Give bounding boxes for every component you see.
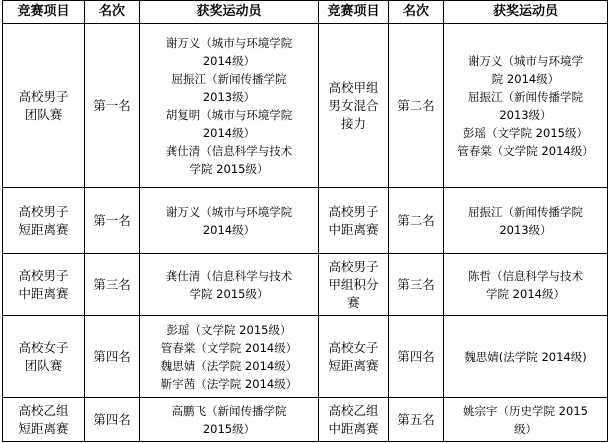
event-cell	[319, 316, 389, 398]
athlete-line: 龚仕清（信息科学与技术	[165, 268, 293, 283]
header-athletes: 获奖运动员	[444, 1, 608, 24]
awards-table	[2, 0, 608, 442]
rank-cell: 第四名	[85, 398, 140, 442]
athletes-cell	[444, 316, 608, 398]
athlete-line: 屈振江（新闻传播学院	[171, 71, 287, 86]
event-cell	[319, 398, 389, 442]
event-name-line: 高校男子	[328, 258, 379, 274]
rank-cell: 第二名	[389, 24, 444, 188]
athlete-line: 2013级）	[499, 107, 552, 122]
event-name-line: 短距离赛	[18, 221, 69, 237]
athlete-line: 魏思婧（法学院 2014级）	[160, 358, 298, 373]
header-rank: 名次	[389, 1, 444, 24]
athlete-line: 谢万义（城市与环境学院	[165, 35, 293, 50]
event-cell	[3, 254, 85, 316]
athlete-line: 2013级）	[202, 89, 256, 104]
event-name-line: 接力	[340, 115, 366, 131]
rank-cell: 第一名	[85, 188, 140, 254]
rank-cell: 第二名	[389, 188, 444, 254]
athletes-cell	[444, 188, 608, 254]
athlete-line: 2015级）	[202, 421, 256, 436]
event-cell	[3, 398, 85, 442]
event-name-line: 男女混合	[328, 97, 379, 113]
athlete-line: 魏思婧(法学院 2014级)	[464, 349, 587, 364]
athletes-cell	[140, 24, 319, 188]
athlete-line: 2014级）	[202, 53, 256, 68]
athlete-line: 靳宇茜（法学院 2014级）	[160, 376, 298, 391]
rank-cell: 第四名	[85, 316, 140, 398]
event-name-line: 高校男子	[18, 203, 69, 219]
athlete-line: 陈哲（信息科学与技术	[468, 268, 583, 283]
event-name-line: 团队赛	[24, 106, 63, 122]
athlete-line: 龚仕清（信息科学与技术	[165, 143, 293, 158]
athletes-cell	[140, 188, 319, 254]
athlete-line: 2014级）	[202, 222, 256, 237]
athlete-line: 2013级）	[499, 222, 552, 237]
athletes-cell	[140, 398, 319, 442]
event-name-line: 赛	[347, 294, 360, 310]
athlete-line: 谢万义（城市与环境学	[468, 53, 583, 68]
event-cell	[319, 24, 389, 188]
header-rank: 名次	[85, 1, 140, 24]
athletes-cell	[444, 254, 608, 316]
header-event: 竞赛项目	[3, 1, 85, 24]
header-athletes: 获奖运动员	[140, 1, 319, 24]
rank-cell: 第三名	[85, 254, 140, 316]
header-row	[3, 1, 608, 24]
event-name-line: 短距离赛	[328, 357, 379, 373]
table-row	[3, 398, 608, 442]
event-name-line: 短距离赛	[18, 420, 69, 436]
rank-cell: 第五名	[389, 398, 444, 442]
event-name-line: 高校女子	[328, 339, 379, 355]
athlete-line: 学院 2015级）	[189, 161, 269, 176]
header-event: 竞赛项目	[319, 1, 389, 24]
event-cell	[3, 188, 85, 254]
athlete-line: 高鹏飞（新闻传播学院	[171, 403, 287, 418]
event-name-line: 甲组积分	[328, 276, 379, 292]
athletes-cell	[444, 398, 608, 442]
athlete-line: 管春棠（文学院 2014级）	[457, 143, 594, 158]
event-cell	[3, 316, 85, 398]
athletes-cell	[444, 24, 608, 188]
table-row	[3, 188, 608, 254]
event-name-line: 高校男子	[18, 267, 69, 283]
athlete-line: 院 2014级）	[491, 71, 560, 86]
event-cell	[319, 254, 389, 316]
table-body	[3, 24, 608, 442]
athlete-line: 学院 2015级）	[189, 286, 269, 301]
event-cell	[3, 24, 85, 188]
athletes-cell	[140, 316, 319, 398]
athlete-line: 胡复明（城市与环境学院	[165, 107, 293, 122]
event-name-line: 高校女子	[18, 339, 69, 355]
athlete-line: 屈振江（新闻传播学院	[468, 204, 583, 219]
athlete-line: 姚宗宇（历史学院 2015	[463, 403, 588, 418]
event-name-line: 高校甲组	[328, 79, 379, 95]
athletes-cell	[140, 254, 319, 316]
athlete-line: 彭瑶（文学院 2015级）	[166, 322, 292, 337]
athlete-line: 管春棠（文学院 2014级）	[160, 340, 298, 355]
athlete-line: 级）	[514, 421, 537, 436]
athlete-line: 2014级）	[202, 125, 256, 140]
event-name-line: 高校乙组	[328, 402, 379, 418]
rank-cell: 第一名	[85, 24, 140, 188]
athlete-line: 彭瑶（文学院 2015级）	[463, 125, 588, 140]
event-name-line: 中距离赛	[328, 420, 379, 436]
athlete-line: 学院 2014级）	[486, 286, 565, 301]
athlete-line: 屈振江（新闻传播学院	[468, 89, 583, 104]
event-cell	[319, 188, 389, 254]
event-name-line: 团队赛	[24, 357, 63, 373]
event-name-line: 中距离赛	[328, 221, 379, 237]
rank-cell: 第四名	[389, 316, 444, 398]
table-row	[3, 254, 608, 316]
athlete-line: 谢万义（城市与环境学院	[165, 204, 293, 219]
event-name-line: 高校乙组	[18, 402, 69, 418]
rank-cell: 第三名	[389, 254, 444, 316]
event-name-line: 高校男子	[328, 203, 379, 219]
table-row	[3, 24, 608, 188]
event-name-line: 中距离赛	[18, 285, 69, 301]
event-name-line: 高校男子	[18, 88, 69, 104]
table-row	[3, 316, 608, 398]
